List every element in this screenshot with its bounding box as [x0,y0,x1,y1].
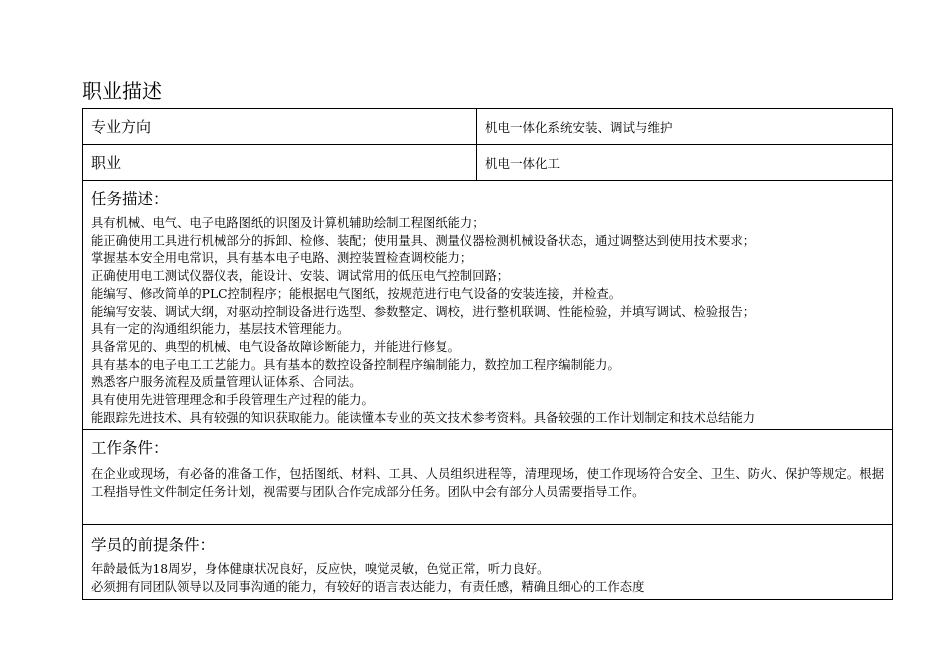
task-line: 具有机械、电气、电子电路图纸的识图及计算机辅助绘制工程图纸能力； [91,216,485,230]
task-line: 能正确使用工具进行机械部分的拆卸、检修、装配；使用量具、测量仪器检测机械设备状态，通过调整达到使用技术要求； [91,233,756,248]
major-label: 专业方向 [83,109,477,145]
page-title: 职业描述 [82,79,162,103]
prerequisites-section [83,525,893,599]
major-value: 机电一体化系统安装、调试与维护 [477,109,893,145]
work-conditions-section [83,430,893,525]
table-row-occupation [83,145,893,181]
task-line: 熟悉客户服务流程及质量管理认证体系、合同法。 [91,375,362,390]
prerequisites-heading: 学员的前提条件： [91,536,216,555]
task-line: 具有基本的电子电工工艺能力。具有基本的数控设备控制程序编制能力，数控加工程序编制能力。 [91,357,620,372]
task-line: 掌握基本安全用电常识，具有基本电子电路、测控装置检查调校能力； [91,251,473,266]
task-line: 具有使用先进管理理念和手段管理生产过程的能力。 [91,393,374,408]
table-row-tasks [83,181,893,430]
work-conditions-heading: 工作条件： [91,439,169,458]
table-row-major [83,109,893,145]
task-line: 能编写、修改简单的PLC控制程序；能根据电气图纸，按规范进行电气设备的安装连接，并检查。 [91,286,622,301]
work-conditions-text: 在企业或现场，有必备的准备工作，包括图纸、材料、工具、人员组织进程等，清理现场，使工作现场符合安全、卫生、防火、保护等规定。根据工程指导性文件制定任务计划，视需要与团队合作完成部分任务。团队中会有部分人员需要指导工作。 [91,467,884,500]
tasks-heading: 任务描述： [91,190,169,208]
task-line: 能编写安装、调试大纲，对驱动控制设备进行选型、参数整定、调校，进行整机联调、性能检验，并填写调试、检验报告； [91,304,756,319]
task-line: 能跟踪先进技术、具有较强的知识获取能力。能读懂本专业的英文技术参考资料。具备较强的工作计划制定和技术总结能力 [91,410,756,425]
task-line: 正确使用电工测试仪器仪表，能设计、安装、调试常用的低压电气控制回路； [91,269,510,284]
tasks-section [83,181,893,430]
occupation-label: 职业 [83,145,477,181]
table-row-prerequisites [83,525,893,599]
table-row-work-conditions [83,430,893,525]
description-table [82,108,893,600]
occupation-value: 机电一体化工 [477,145,893,181]
prerequisite-line: 年龄最低为18周岁，身体健康状况良好，反应快，嗅觉灵敏，色觉正常，听力良好。 [91,562,550,577]
task-line: 具有一定的沟通组织能力，基层技术管理能力。 [91,322,350,337]
prerequisite-line: 必须拥有同团队领导以及同事沟通的能力，有较好的语言表达能力，有责任感，精确且细心的工作态度 [91,580,645,595]
task-line: 具备常见的、典型的机械、电气设备故障诊断能力，并能进行修复。 [91,339,460,354]
